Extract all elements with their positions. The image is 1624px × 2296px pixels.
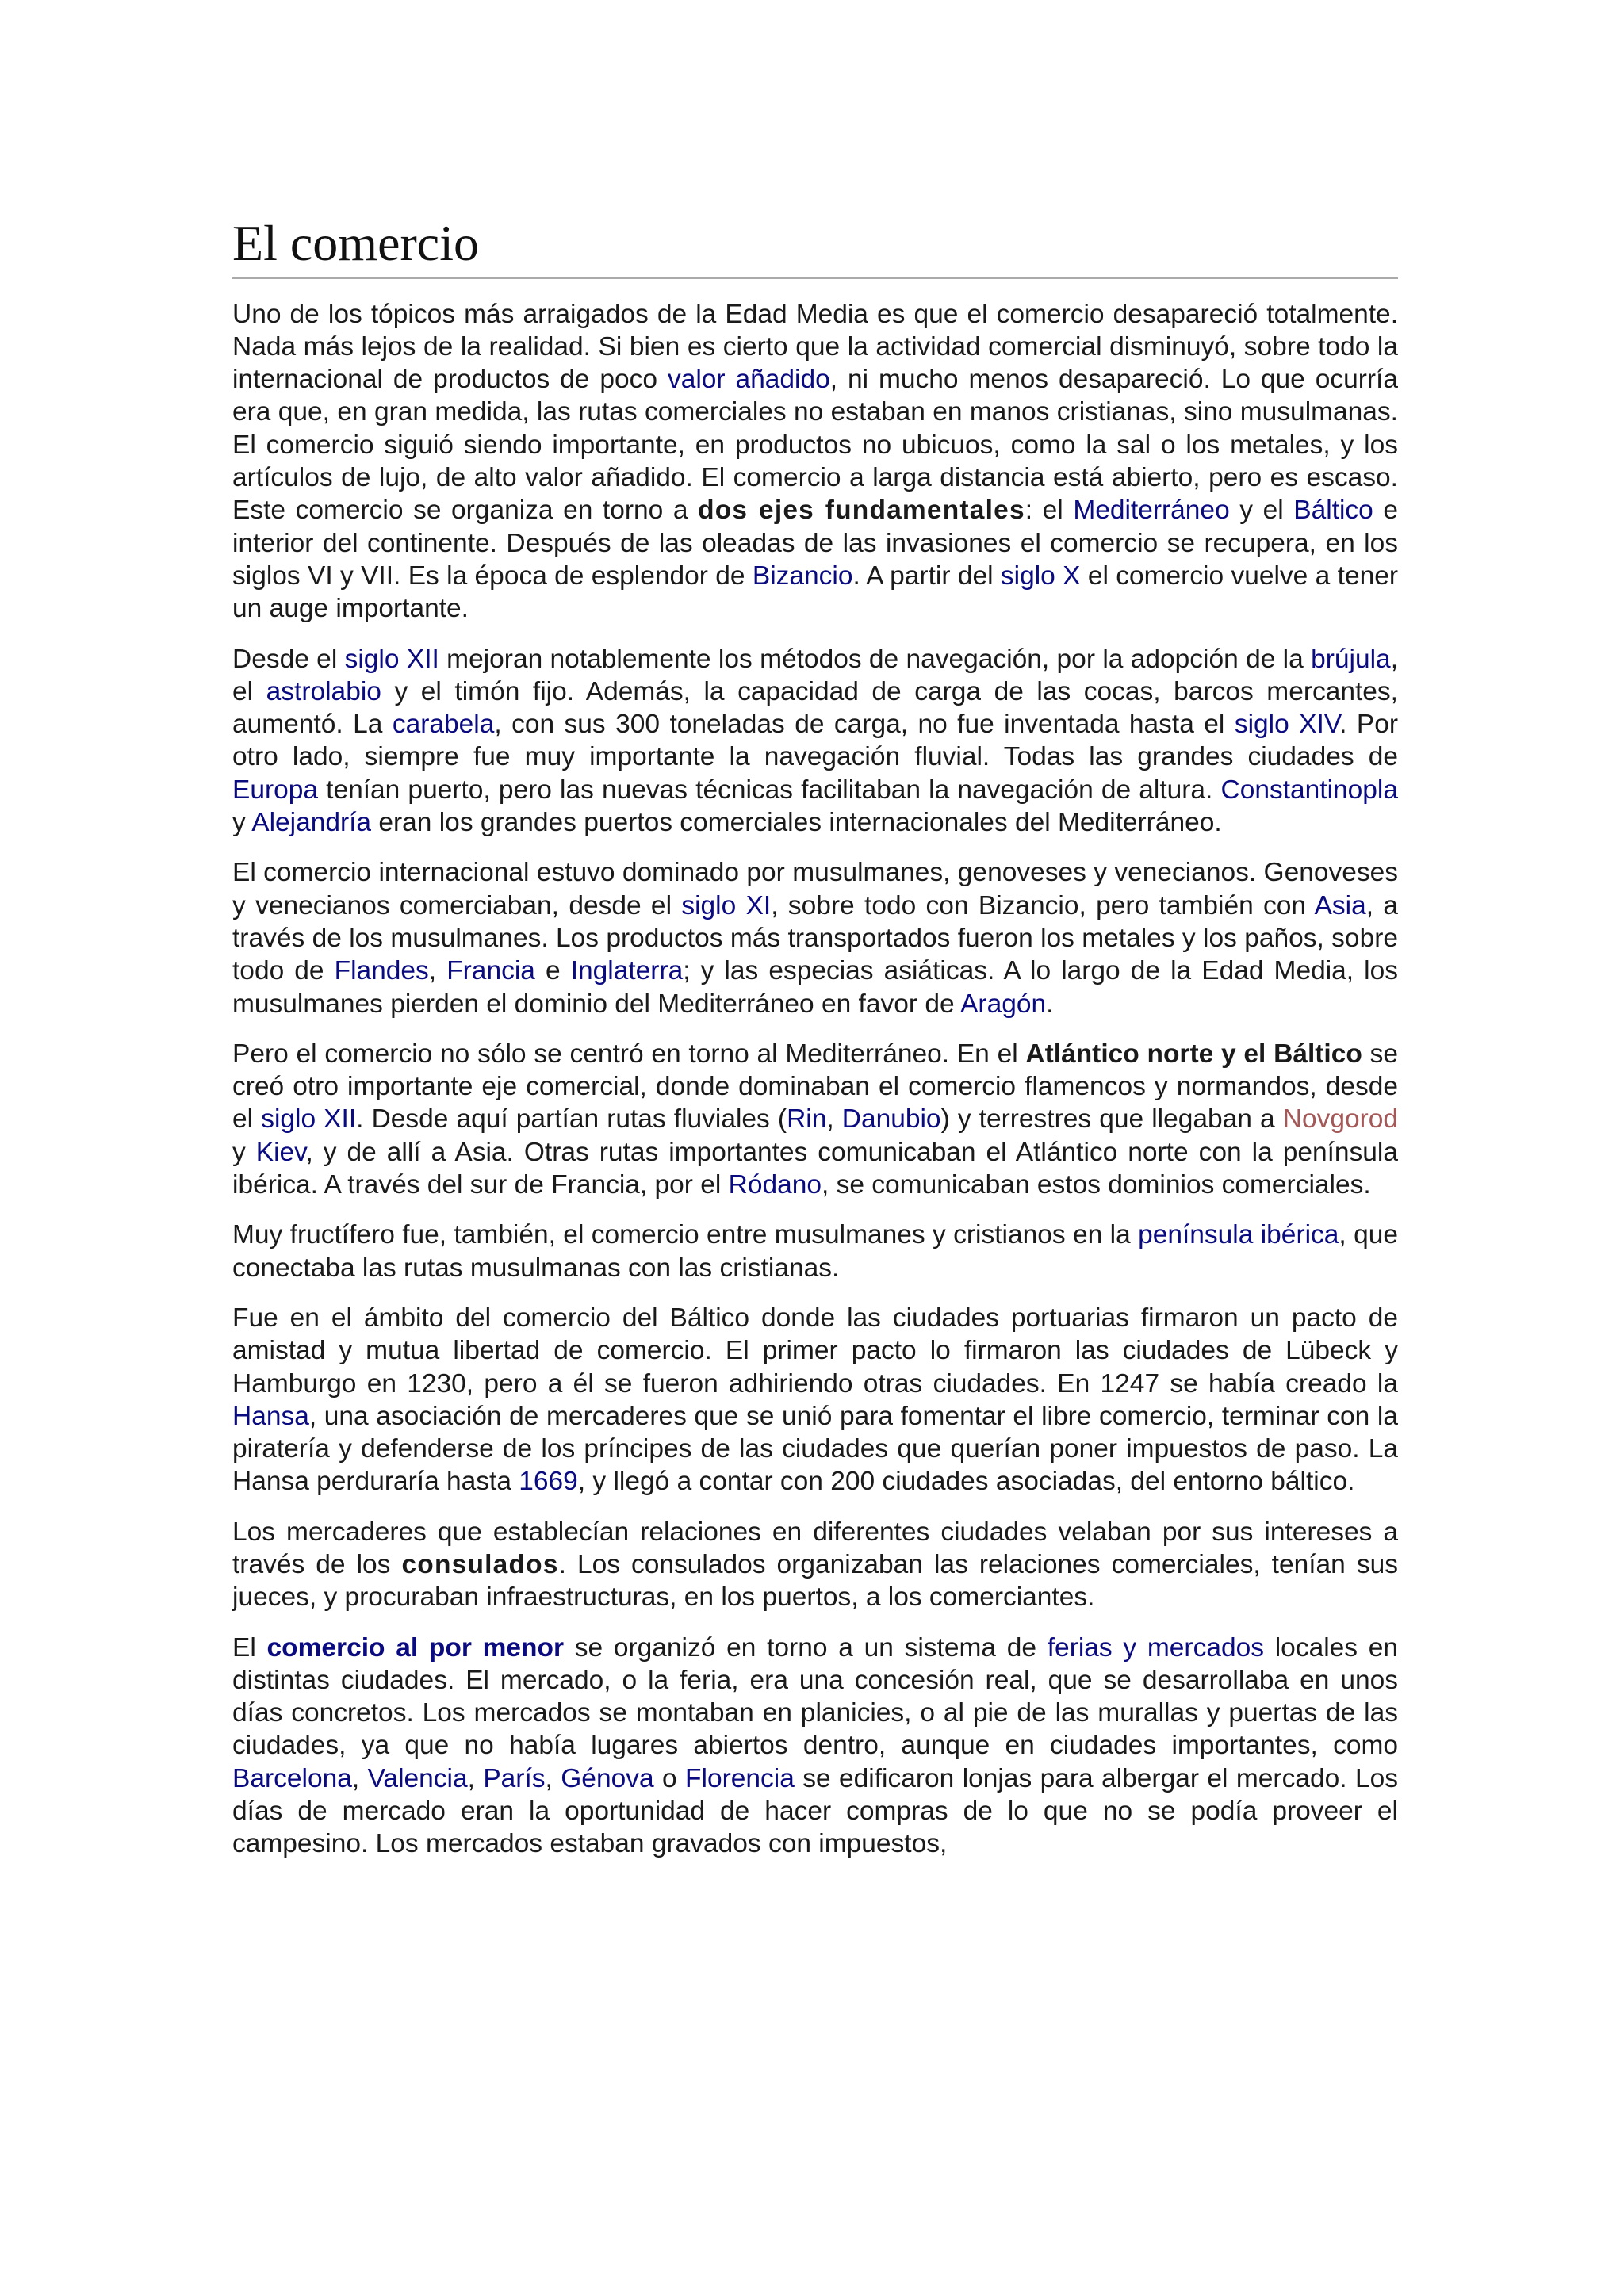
- text-run: , que conectaba las rutas musulmanas con las cristianas.: [232, 1220, 1398, 1283]
- text-run: Pero el comercio no sólo se centró en torno al Mediterráneo. En el: [232, 1039, 1026, 1069]
- text-run: El comercio internacional estuvo dominado por musulmanes, genoveses y venecianos. Genoveses y venecianos comerciaban, desde el: [232, 858, 1398, 920]
- paragraph-3: [232, 856, 1398, 1020]
- text-run: eran los grandes puertos comerciales internacionales del Mediterráneo.: [371, 808, 1222, 838]
- text-run: o: [653, 1763, 686, 1793]
- document-page: [232, 214, 1398, 1878]
- link-siglo-xi[interactable]: siglo XI: [681, 890, 772, 920]
- text-run: .: [1046, 989, 1054, 1019]
- text-run: Fue en el ámbito del comercio del Báltico donde las ciudades portuarias firmaron un pacto de amistad y mutua libertad de comercio. El primer pacto lo firmaron las ciudades de Lübeck y Hamburgo en 1230, pero a él se fueron adhiriendo otras ciudades. En 1247 se había creado la: [232, 1303, 1398, 1399]
- text-run: y: [232, 808, 252, 838]
- link-comercio-al-por-menor[interactable]: comercio al por menor: [266, 1632, 564, 1663]
- link-francia[interactable]: Francia: [446, 956, 535, 986]
- link-hansa[interactable]: Hansa: [232, 1401, 309, 1431]
- link-rin[interactable]: Rin: [787, 1104, 827, 1135]
- link-aragon[interactable]: Aragón: [960, 989, 1047, 1019]
- bold-dos-ejes: dos ejes fundamentales: [698, 496, 1025, 526]
- article-body: [232, 298, 1398, 1861]
- link-ferias-y-mercados[interactable]: ferias y mercados: [1047, 1632, 1264, 1663]
- link-siglo-xii[interactable]: siglo XII: [344, 644, 439, 674]
- text-run: , ni mucho menos desapareció. Lo que ocurría era que, en gran medida, las rutas comerciales no estaban en manos cristianas, sino musulmanas. El comercio siguió siendo importante, en productos no ubicuos, como la sal o los metales, y los artículos de lujo, de alto valor añadido. El comercio a larga distancia está abierto, pero es escaso. Este comercio se organiza en torno a: [232, 365, 1398, 526]
- link-siglo-x[interactable]: siglo X: [1000, 561, 1081, 591]
- paragraph-2: [232, 643, 1398, 840]
- bold-atlantico-baltico: Atlántico norte y el Báltico: [1025, 1039, 1362, 1069]
- text-run: , el: [232, 644, 1398, 706]
- text-run: , a través de los musulmanes. Los productos más transportados fueron los metales y los paños, sobre todo de: [232, 890, 1398, 986]
- link-siglo-xiv[interactable]: siglo XIV: [1234, 710, 1340, 740]
- text-run: , con sus 300 toneladas de carga, no fue inventada hasta el: [494, 710, 1235, 740]
- link-europa[interactable]: Europa: [232, 775, 319, 805]
- text-run: , y de allí a Asia. Otras rutas importantes comunicaban el Atlántico norte con la península ibérica. A través del sur de Francia, por el: [232, 1137, 1399, 1200]
- link-astrolabio[interactable]: astrolabio: [266, 676, 381, 706]
- text-run: ,: [826, 1104, 842, 1135]
- text-run: mejoran notablemente los métodos de navegación, por la adopción de la: [439, 644, 1312, 674]
- link-asia[interactable]: Asia: [1314, 890, 1366, 920]
- link-mediterraneo[interactable]: Mediterráneo: [1073, 496, 1230, 526]
- text-run: Desde el: [232, 644, 345, 674]
- link-valencia[interactable]: Valencia: [367, 1763, 468, 1793]
- text-run: , y llegó a contar con 200 ciudades asociadas, del entorno báltico.: [577, 1467, 1355, 1497]
- text-run: ; y las especias asiáticas. A lo largo de la Edad Media, los musulmanes pierden el dominio del Mediterráneo en favor de: [232, 956, 1398, 1019]
- text-run: y el: [1229, 496, 1294, 526]
- paragraph-7: [232, 1516, 1398, 1614]
- text-run: se organizó en torno a un sistema de: [564, 1632, 1048, 1663]
- text-run: y: [232, 1137, 256, 1167]
- link-barcelona[interactable]: Barcelona: [232, 1763, 352, 1793]
- link-paris[interactable]: París: [483, 1763, 546, 1793]
- text-run: , sobre todo con Bizancio, pero también con: [771, 890, 1315, 920]
- link-flandes[interactable]: Flandes: [334, 956, 429, 986]
- paragraph-4: [232, 1038, 1398, 1201]
- text-run: . Desde aquí partían rutas fluviales (: [356, 1104, 787, 1135]
- text-run: locales en distintas ciudades. El mercado, o la feria, era una concesión real, que se desarrollaba en unos días concretos. Los mercados se montaban en planicies, o al pie de las murallas y puertas de las ciudades, ya que no había lugares abiertos dentro, aunque en ciudades importantes, como: [232, 1632, 1399, 1761]
- link-novgorod[interactable]: Novgorod: [1282, 1104, 1399, 1135]
- text-run: , se comunicaban estos dominios comerciales.: [822, 1170, 1371, 1200]
- link-1669[interactable]: 1669: [519, 1467, 578, 1497]
- link-bizancio[interactable]: Bizancio: [752, 561, 853, 591]
- text-run: ,: [467, 1763, 484, 1793]
- link-danubio[interactable]: Danubio: [841, 1104, 941, 1135]
- link-brujula[interactable]: brújula: [1311, 644, 1391, 674]
- text-run: . A partir del: [852, 561, 1001, 591]
- link-florencia[interactable]: Florencia: [685, 1763, 795, 1793]
- link-siglo-xii-2[interactable]: siglo XII: [261, 1104, 357, 1135]
- link-carabela[interactable]: carabela: [392, 710, 495, 740]
- bold-consulados: consulados: [401, 1549, 559, 1579]
- text-run: y el timón fijo. Además, la capacidad de carga de las cocas, barcos mercantes, aumentó. La: [232, 676, 1398, 740]
- page-title: El comercio: [232, 215, 479, 271]
- text-run: Uno de los tópicos más arraigados de la Edad Media es que el comercio desapareció totalmente. Nada más lejos de la realidad. Si bien es cierto que la actividad comercial disminuyó, sobre todo la internacional de productos de poco: [232, 299, 1398, 395]
- text-run: . Los consulados organizaban las relaciones comerciales, tenían sus jueces, y procuraban infraestructuras, en los puertos, a los comerciantes.: [232, 1549, 1398, 1613]
- text-run: ) y terrestres que llegaban a: [940, 1104, 1283, 1135]
- text-run: ,: [351, 1763, 368, 1793]
- text-run: : el: [1025, 496, 1074, 526]
- text-run: se creó otro importante eje comercial, donde dominaban el comercio flamencos y normandos, desde el: [232, 1039, 1398, 1135]
- text-run: El: [232, 1632, 267, 1663]
- text-run: el comercio vuelve a tener un auge importante.: [232, 561, 1398, 624]
- text-run: se edificaron lonjas para albergar el mercado. Los días de mercado eran la oportunidad de hacer compras de lo que no se podía proveer el campesino. Los mercados estaban gravados con impuestos,: [232, 1763, 1398, 1859]
- text-run: Los mercaderes que establecían relaciones en diferentes ciudades velaban por sus intereses a través de los: [232, 1517, 1398, 1579]
- link-valor-anadido[interactable]: valor añadido: [667, 365, 830, 395]
- paragraph-8: [232, 1632, 1398, 1861]
- link-kiev[interactable]: Kiev: [255, 1137, 306, 1167]
- text-run: . Por otro lado, siempre fue muy importante la navegación fluvial. Todas las grandes ciudades de: [232, 710, 1398, 772]
- link-genova[interactable]: Génova: [561, 1763, 654, 1793]
- link-rodano[interactable]: Ródano: [728, 1170, 822, 1200]
- title-divider: [232, 277, 1398, 279]
- text-run: ,: [545, 1763, 561, 1793]
- link-baltico[interactable]: Báltico: [1293, 496, 1373, 526]
- paragraph-5: [232, 1219, 1398, 1284]
- text-run: Muy fructífero fue, también, el comercio entre musulmanes y cristianos en la: [232, 1220, 1139, 1250]
- link-alejandria[interactable]: Alejandría: [251, 808, 372, 838]
- text-run: , una asociación de mercaderes que se unió para fomentar el libre comercio, terminar con la piratería y defenderse de los príncipes de las ciudades que querían poner impuestos de paso. La Hansa perduraría hasta: [232, 1401, 1398, 1497]
- text-run: ,: [428, 956, 447, 986]
- paragraph-1: [232, 298, 1398, 626]
- link-constantinopla[interactable]: Constantinopla: [1220, 775, 1398, 805]
- paragraph-6: [232, 1302, 1398, 1498]
- text-run: e interior del continente. Después de las oleadas de las invasiones el comercio se recupera, en los siglos VI y VII. Es la época de esplendor de: [232, 496, 1399, 591]
- text-run: tenían puerto, pero las nuevas técnicas facilitaban la navegación de altura.: [318, 775, 1221, 805]
- text-run: e: [534, 956, 571, 986]
- link-inglaterra[interactable]: Inglaterra: [570, 956, 684, 986]
- link-peninsula-iberica[interactable]: península ibérica: [1138, 1220, 1339, 1250]
